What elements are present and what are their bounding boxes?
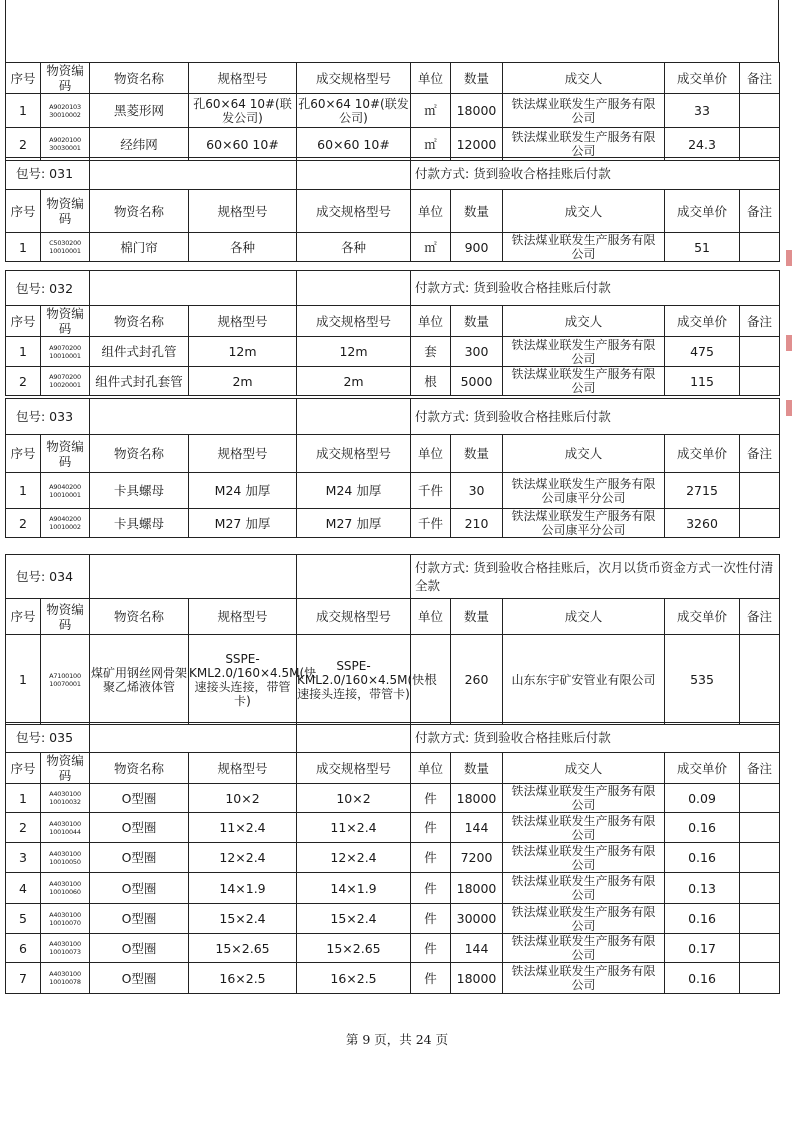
row-deal-spec: 14×1.9 [297,873,411,904]
row-unit: 套 [411,337,451,367]
row-deal-spec: 15×2.65 [297,934,411,963]
header-cell: 数量 [451,435,503,473]
row-code: A7100100 10070001 [41,635,90,725]
row-name: O型圈 [90,784,189,813]
edge-stamp-mark [786,400,792,416]
row-unit: 件 [411,843,451,873]
row-vendor: 铁法煤业联发生产服务有限公司 [503,934,665,963]
row-vendor: 铁法煤业联发生产服务有限公司 [503,233,665,262]
header-cell: 数量 [451,753,503,784]
header-cell: 数量 [451,599,503,635]
package-table-031 [5,157,780,262]
row-deal-spec: M24 加厚 [297,473,411,509]
table-row [6,963,780,994]
row-vendor: 铁法煤业联发生产服务有限公司 [503,904,665,934]
row-no: 2 [6,367,41,396]
package-number: 包号: 032 [6,271,90,306]
blank-cell [90,158,297,190]
row-vendor: 山东东宇矿安管业有限公司 [503,635,665,725]
row-qty: 12000 [451,128,503,161]
blank-cell [297,271,411,306]
row-price: 24.3 [665,128,740,161]
row-vendor: 铁法煤业联发生产服务有限公司 [503,367,665,396]
header-cell: 序号 [6,753,41,784]
row-code: A9020103 30010002 [41,94,90,128]
row-vendor: 铁法煤业联发生产服务有限公司 [503,963,665,994]
header-cell: 成交人 [503,435,665,473]
package-number: 包号: 033 [6,399,90,435]
row-spec: 12m [189,337,297,367]
row-note [740,635,780,725]
row-code: A9070200 10020001 [41,367,90,396]
payment-terms: 付款方式: 货到验收合格挂账后付款 [411,399,780,435]
header-cell: 物资编码 [41,306,90,337]
row-code: A4030100 10010073 [41,934,90,963]
table-row [6,904,780,934]
page-footer: 第 9 页，共 24 页 [345,1032,449,1047]
row-unit: 千件 [411,473,451,509]
table-row [6,337,780,367]
row-no: 2 [6,128,41,161]
table-row [6,784,780,813]
row-no: 1 [6,337,41,367]
row-code: A9020100 30030001 [41,128,90,161]
package-table-033 [5,398,780,538]
row-qty: 260 [451,635,503,725]
row-note [740,367,780,396]
row-vendor: 铁法煤业联发生产服务有限公司 [503,94,665,128]
header-cell: 成交人 [503,190,665,233]
row-spec: 16×2.5 [189,963,297,994]
row-name: O型圈 [90,873,189,904]
header-cell: 规格型号 [189,599,297,635]
procurement-table-continued [5,62,780,161]
row-note [740,813,780,843]
header-cell: 备注 [740,753,780,784]
header-vendor: 成交人 [503,63,665,94]
row-qty: 7200 [451,843,503,873]
row-price: 0.16 [665,843,740,873]
header-cell: 成交单价 [665,753,740,784]
row-deal-spec: SSPE-KML2.0/160×4.5M(快速接头连接，带管卡) [297,635,411,725]
row-spec: 15×2.65 [189,934,297,963]
header-cell: 序号 [6,190,41,233]
row-note [740,963,780,994]
table-row [6,873,780,904]
header-cell: 单位 [411,599,451,635]
row-spec: SSPE-KML2.0/160×4.5M(快速接头连接，带管卡) [189,635,297,725]
row-code: A4030100 10010078 [41,963,90,994]
row-name: 煤矿用钢丝网骨架聚乙烯液体管 [90,635,189,725]
header-cell: 物资编码 [41,599,90,635]
row-vendor: 铁法煤业联发生产服务有限公司 [503,873,665,904]
row-unit: 件 [411,784,451,813]
package-number: 包号: 035 [6,723,90,753]
row-name: 经纬网 [90,128,189,161]
row-deal-spec: 各种 [297,233,411,262]
row-name: O型圈 [90,963,189,994]
package-info-row [6,271,780,306]
row-price: 0.13 [665,873,740,904]
row-spec: 10×2 [189,784,297,813]
row-note [740,94,780,128]
row-deal-spec: 10×2 [297,784,411,813]
row-code: A9070200 10010001 [41,337,90,367]
header-cell: 成交单价 [665,435,740,473]
row-no: 1 [6,635,41,725]
header-deal-spec: 成交规格型号 [297,63,411,94]
row-no: 5 [6,904,41,934]
row-note [740,509,780,538]
row-qty: 300 [451,337,503,367]
table-row [6,509,780,538]
row-price: 0.09 [665,784,740,813]
row-no: 1 [6,94,41,128]
row-spec: M24 加厚 [189,473,297,509]
row-qty: 18000 [451,873,503,904]
header-cell: 成交人 [503,599,665,635]
row-spec: 11×2.4 [189,813,297,843]
header-cell: 规格型号 [189,306,297,337]
row-qty: 144 [451,934,503,963]
row-no: 7 [6,963,41,994]
row-spec: 14×1.9 [189,873,297,904]
table-header-row [6,599,780,635]
row-deal-spec: M27 加厚 [297,509,411,538]
header-cell: 成交单价 [665,190,740,233]
package-table-035 [5,722,780,994]
header-cell: 成交规格型号 [297,599,411,635]
package-table-032 [5,270,780,396]
header-cell: 备注 [740,435,780,473]
edge-stamp-mark [786,335,792,351]
row-unit: ㎡ [411,233,451,262]
row-unit: 件 [411,813,451,843]
package-number: 包号: 031 [6,158,90,190]
table-row [6,934,780,963]
blank-cell [297,555,411,599]
row-deal-spec: 11×2.4 [297,813,411,843]
blank-cell [90,271,297,306]
row-price: 2715 [665,473,740,509]
row-vendor: 铁法煤业联发生产服务有限公司 [503,128,665,161]
row-vendor: 铁法煤业联发生产服务有限公司康平分公司 [503,509,665,538]
row-price: 0.17 [665,934,740,963]
header-cell: 数量 [451,190,503,233]
row-spec: M27 加厚 [189,509,297,538]
header-cell: 单位 [411,435,451,473]
header-cell: 序号 [6,435,41,473]
header-cell: 单位 [411,190,451,233]
payment-terms: 付款方式: 货到验收合格挂账后付款 [411,158,780,190]
table-row [6,843,780,873]
header-cell: 序号 [6,306,41,337]
header-note: 备注 [740,63,780,94]
header-cell: 物资名称 [90,190,189,233]
row-deal-spec: 12m [297,337,411,367]
row-name: O型圈 [90,843,189,873]
table-header-row [6,435,780,473]
header-code: 物资编码 [41,63,90,94]
table-row [6,367,780,396]
row-code: C5030200 10010001 [41,233,90,262]
row-unit: 根 [411,635,451,725]
blank-cell [297,399,411,435]
table-row [6,473,780,509]
row-code: A4030100 10010070 [41,904,90,934]
header-cell: 成交人 [503,306,665,337]
header-cell: 单位 [411,306,451,337]
header-spec: 规格型号 [189,63,297,94]
row-qty: 18000 [451,94,503,128]
row-note [740,784,780,813]
package-info-row [6,723,780,753]
row-name: 黑菱形网 [90,94,189,128]
header-name: 物资名称 [90,63,189,94]
header-cell: 成交单价 [665,306,740,337]
row-spec: 15×2.4 [189,904,297,934]
row-vendor: 铁法煤业联发生产服务有限公司 [503,813,665,843]
header-cell: 成交规格型号 [297,435,411,473]
row-no: 2 [6,813,41,843]
row-deal-spec: 15×2.4 [297,904,411,934]
row-deal-spec: 孔60×64 10#(联发公司) [297,94,411,128]
table-continuation-lines [5,0,779,62]
row-qty: 144 [451,813,503,843]
table-header-row [6,63,780,94]
table-row [6,635,780,725]
edge-stamp-mark [786,250,792,266]
table-row [6,813,780,843]
row-vendor: 铁法煤业联发生产服务有限公司 [503,843,665,873]
row-price: 0.16 [665,904,740,934]
row-vendor: 铁法煤业联发生产服务有限公司 [503,784,665,813]
row-note [740,128,780,161]
row-name: O型圈 [90,904,189,934]
row-unit: ㎡ [411,94,451,128]
row-spec: 孔60×64 10#(联发公司) [189,94,297,128]
row-note [740,843,780,873]
row-spec: 12×2.4 [189,843,297,873]
package-number: 包号: 034 [6,555,90,599]
header-cell: 成交单价 [665,599,740,635]
header-cell: 规格型号 [189,753,297,784]
row-unit: 件 [411,904,451,934]
row-price: 0.16 [665,813,740,843]
header-cell: 备注 [740,306,780,337]
row-deal-spec: 2m [297,367,411,396]
header-cell: 物资名称 [90,306,189,337]
row-name: 组件式封孔管 [90,337,189,367]
row-qty: 18000 [451,784,503,813]
package-table-034 [5,554,780,725]
row-vendor: 铁法煤业联发生产服务有限公司康平分公司 [503,473,665,509]
table-row [6,94,780,128]
payment-terms: 付款方式: 货到验收合格挂账后付款 [411,723,780,753]
row-deal-spec: 12×2.4 [297,843,411,873]
header-cell: 数量 [451,306,503,337]
row-price: 51 [665,233,740,262]
table-header-row [6,306,780,337]
row-deal-spec: 60×60 10# [297,128,411,161]
row-vendor: 铁法煤业联发生产服务有限公司 [503,337,665,367]
header-cell: 物资名称 [90,753,189,784]
row-note [740,473,780,509]
row-unit: 件 [411,934,451,963]
row-price: 3260 [665,509,740,538]
row-note [740,904,780,934]
header-cell: 成交人 [503,753,665,784]
row-no: 1 [6,233,41,262]
row-price: 535 [665,635,740,725]
blank-cell [297,158,411,190]
row-code: A9040200 10010002 [41,509,90,538]
row-note [740,934,780,963]
row-unit: ㎡ [411,128,451,161]
row-name: 卡具螺母 [90,473,189,509]
table-header-row [6,190,780,233]
header-cell: 备注 [740,190,780,233]
row-qty: 30 [451,473,503,509]
table-header-row [6,753,780,784]
row-name: O型圈 [90,813,189,843]
row-qty: 18000 [451,963,503,994]
payment-terms: 付款方式: 货到验收合格挂账后付款 [411,271,780,306]
header-cell: 成交规格型号 [297,753,411,784]
row-code: A4030100 10010044 [41,813,90,843]
row-no: 6 [6,934,41,963]
row-code: A4030100 10010032 [41,784,90,813]
row-unit: 根 [411,367,451,396]
row-qty: 900 [451,233,503,262]
row-qty: 30000 [451,904,503,934]
row-note [740,233,780,262]
row-price: 33 [665,94,740,128]
header-cell: 序号 [6,599,41,635]
row-no: 3 [6,843,41,873]
header-unit: 单位 [411,63,451,94]
header-cell: 物资名称 [90,599,189,635]
header-cell: 物资编码 [41,435,90,473]
package-info-row [6,158,780,190]
header-cell: 物资编码 [41,190,90,233]
package-info-row [6,399,780,435]
row-no: 1 [6,473,41,509]
row-name: 组件式封孔套管 [90,367,189,396]
header-qty: 数量 [451,63,503,94]
row-code: A9040200 10010001 [41,473,90,509]
header-cell: 成交规格型号 [297,306,411,337]
row-no: 4 [6,873,41,904]
row-unit: 件 [411,963,451,994]
row-price: 0.16 [665,963,740,994]
row-note [740,873,780,904]
row-code: A4030100 10010050 [41,843,90,873]
package-info-row [6,555,780,599]
row-spec: 各种 [189,233,297,262]
row-qty: 210 [451,509,503,538]
row-unit: 千件 [411,509,451,538]
row-name: 卡具螺母 [90,509,189,538]
row-spec: 60×60 10# [189,128,297,161]
blank-cell [90,723,297,753]
row-name: O型圈 [90,934,189,963]
row-deal-spec: 16×2.5 [297,963,411,994]
table-row [6,233,780,262]
header-cell: 规格型号 [189,190,297,233]
blank-cell [90,555,297,599]
row-qty: 5000 [451,367,503,396]
row-price: 475 [665,337,740,367]
row-price: 115 [665,367,740,396]
blank-cell [90,399,297,435]
header-cell: 物资编码 [41,753,90,784]
row-spec: 2m [189,367,297,396]
header-no: 序号 [6,63,41,94]
header-cell: 物资名称 [90,435,189,473]
blank-cell [297,723,411,753]
row-code: A4030100 10010060 [41,873,90,904]
header-cell: 成交规格型号 [297,190,411,233]
header-price: 成交单价 [665,63,740,94]
row-name: 棉门帘 [90,233,189,262]
payment-terms: 付款方式: 货到验收合格挂账后，次月以货币资金方式一次性付清全款 [411,555,780,599]
row-no: 1 [6,784,41,813]
header-cell: 备注 [740,599,780,635]
header-cell: 规格型号 [189,435,297,473]
header-cell: 单位 [411,753,451,784]
row-no: 2 [6,509,41,538]
row-note [740,337,780,367]
table-row [6,128,780,161]
row-unit: 件 [411,873,451,904]
